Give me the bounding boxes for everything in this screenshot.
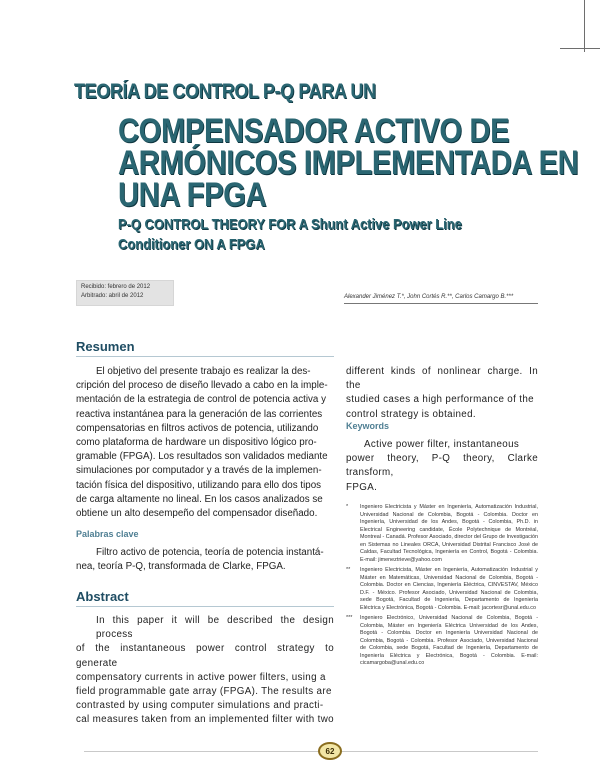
keywords-heading: Keywords [346, 421, 390, 431]
footnote-text: Ingeniero Electricista, Máster en Ingeniería, Automatización Industrial y Máster en Matemáticas, Universidad Nacional de Colombia, Bogotá - Colombia. Doctor en Ciencias, Ingeniería Eléctrica, CINVESTAV, México D.F. - México. Profesor Asociado, Universidad Nacional de Colombia, sede Bogotá, Facultad de Ingeniería, Departamento de Ingeniería Eléctrica y Electrónica, Bogotá - Colombia. E-mail: jacortesr@unal.edu.co [360, 567, 538, 611]
text-line: reactiva instantánea para la generación de las corrientes [76, 408, 323, 420]
text-line: simulaciones por computador y a través de la implemen- [76, 465, 322, 477]
abstract-body [76, 614, 334, 728]
text-line: de carga altamente no lineal. En los casos analizados se [76, 493, 323, 505]
corner-mark [584, 0, 585, 52]
page-number-rule [84, 751, 538, 752]
abstract-heading: Abstract [76, 589, 129, 604]
palabras-clave-body [76, 546, 334, 574]
text-line: power theory, P-Q theory, Clarke transform, [346, 453, 538, 479]
text-line: nea, teoría P-Q, transformada de Clarke, FPGA. [76, 561, 286, 573]
received-date: Recibido: febrero de 2012 [81, 284, 151, 290]
title-line-2: COMPENSADOR ACTIVO DE [118, 112, 510, 150]
title-line-3: ARMÓNICOS IMPLEMENTADA EN [118, 144, 579, 182]
text-line: compensatorias en filtros activos de potencia, utilizando [76, 422, 319, 434]
subtitle-line-2: Conditioner ON A FPGA [118, 236, 265, 253]
resumen-heading: Resumen [76, 339, 135, 354]
authors: Alexander Jiménez T.*, John Cortés R.**, Carlos Camargo B.*** [344, 294, 514, 300]
text-line: control strategy is obtained. [346, 408, 476, 420]
title-line-4: UNA FPGA [118, 176, 267, 214]
abstract-continuation [346, 365, 538, 422]
footnote-mark: ** [346, 567, 351, 573]
resumen-body [76, 365, 334, 521]
subtitle-line-1: P-Q CONTROL THEORY FOR A Shunt Active Power Line [118, 216, 462, 233]
footnotes [346, 504, 538, 671]
footnote-mark: *** [346, 615, 353, 621]
text-line: compensatory currents in active power filters, using a [76, 671, 326, 683]
palabras-clave-heading: Palabras clave [76, 529, 139, 539]
text-line: field programmable gate array (FPGA). The results are [76, 686, 332, 698]
dates-box [76, 280, 174, 306]
text-line: El objetivo del presente trabajo es realizar la des- [96, 366, 311, 377]
text-line: different kinds of nonlinear charge. In the [346, 366, 538, 392]
footnote [346, 567, 538, 612]
text-line: cripción del proceso de diseño llevado a cabo en la imple- [76, 380, 328, 392]
corner-mark [560, 48, 600, 49]
text-line: studied cases a high performance of the [346, 394, 534, 406]
text-line: contrasted by using computer simulations and practi- [76, 700, 324, 712]
text-line: tación física del dispositivo, utilizando para ello dos tipos [76, 479, 322, 491]
text-line: FPGA. [346, 481, 378, 493]
footnote [346, 615, 538, 668]
resumen-rule [76, 356, 334, 357]
text-line: In this paper it will be described the design process [96, 615, 334, 641]
accepted-date: Arbitrado: abril de 2012 [81, 293, 144, 299]
keywords-body [346, 438, 538, 495]
text-line: como plataforma de hardware un dispositivo lógico pro- [76, 437, 317, 449]
text-line: obtiene un alto desempeño del compensador diseñado. [76, 508, 318, 520]
text-line: cal measures taken from an implemented filter with two [76, 714, 334, 726]
title-line-1: TEORÍA DE CONTROL P-Q PARA UN [74, 80, 376, 103]
text-line: of the instantaneous power control strategy to generate [76, 643, 334, 669]
page-number: 62 [318, 742, 342, 760]
footnote [346, 504, 538, 564]
abstract-rule [76, 606, 334, 607]
text-line: gramable (FPGA). Los resultados son validados mediante [76, 451, 328, 463]
text-line: mentación de la estrategia de control de potencia activa y [76, 394, 326, 406]
footnote-text: Ingeniero Electricista y Máster en Ingeniería, Automatización Industrial, Universidad Nacional de Colombia, Bogotá - Colombia. Doctor en Ingeniería, Universidad de los Andes, Bogotá - Colombia, Ph.D. in Electrical Engineering candidate, École Polytechnique de Montréal, Montreal - Canadá. Profesor Asociado, director del Grupo de Investigación en Sistemas no Lineales ORCA, Universidad Distrital Francisco José de Caldas, Facultad Tecnológica, Ingeniería en Control, Bogotá - Colombia. E-mail: jimeneztrieve@yahoo.com [360, 504, 538, 563]
footnote-text: Ingeniero Electrónico, Universidad Nacional de Colombia, Bogotá - Colombia, Máster en Ingeniería Eléctrica Universidad de los Andes, Bogotá - Colombia. Doctor en Ingeniería Universidad Nacional de Colombia, Bogotá - Colombia. Profesor Asociado, Universidad Nacional de Colombia, sede Bogotá, Facultad de Ingeniería, Departamento de Ingeniería Eléctrica y Electrónica, Bogotá - Colombia. E-mail: cicamargoba@unal.edu.co [360, 615, 538, 666]
text-line: Filtro activo de potencia, teoría de potencia instantá- [96, 547, 324, 558]
footnote-mark: * [346, 504, 349, 510]
authors-rule [344, 303, 538, 304]
text-line: Active power filter, instantaneous [364, 439, 520, 450]
